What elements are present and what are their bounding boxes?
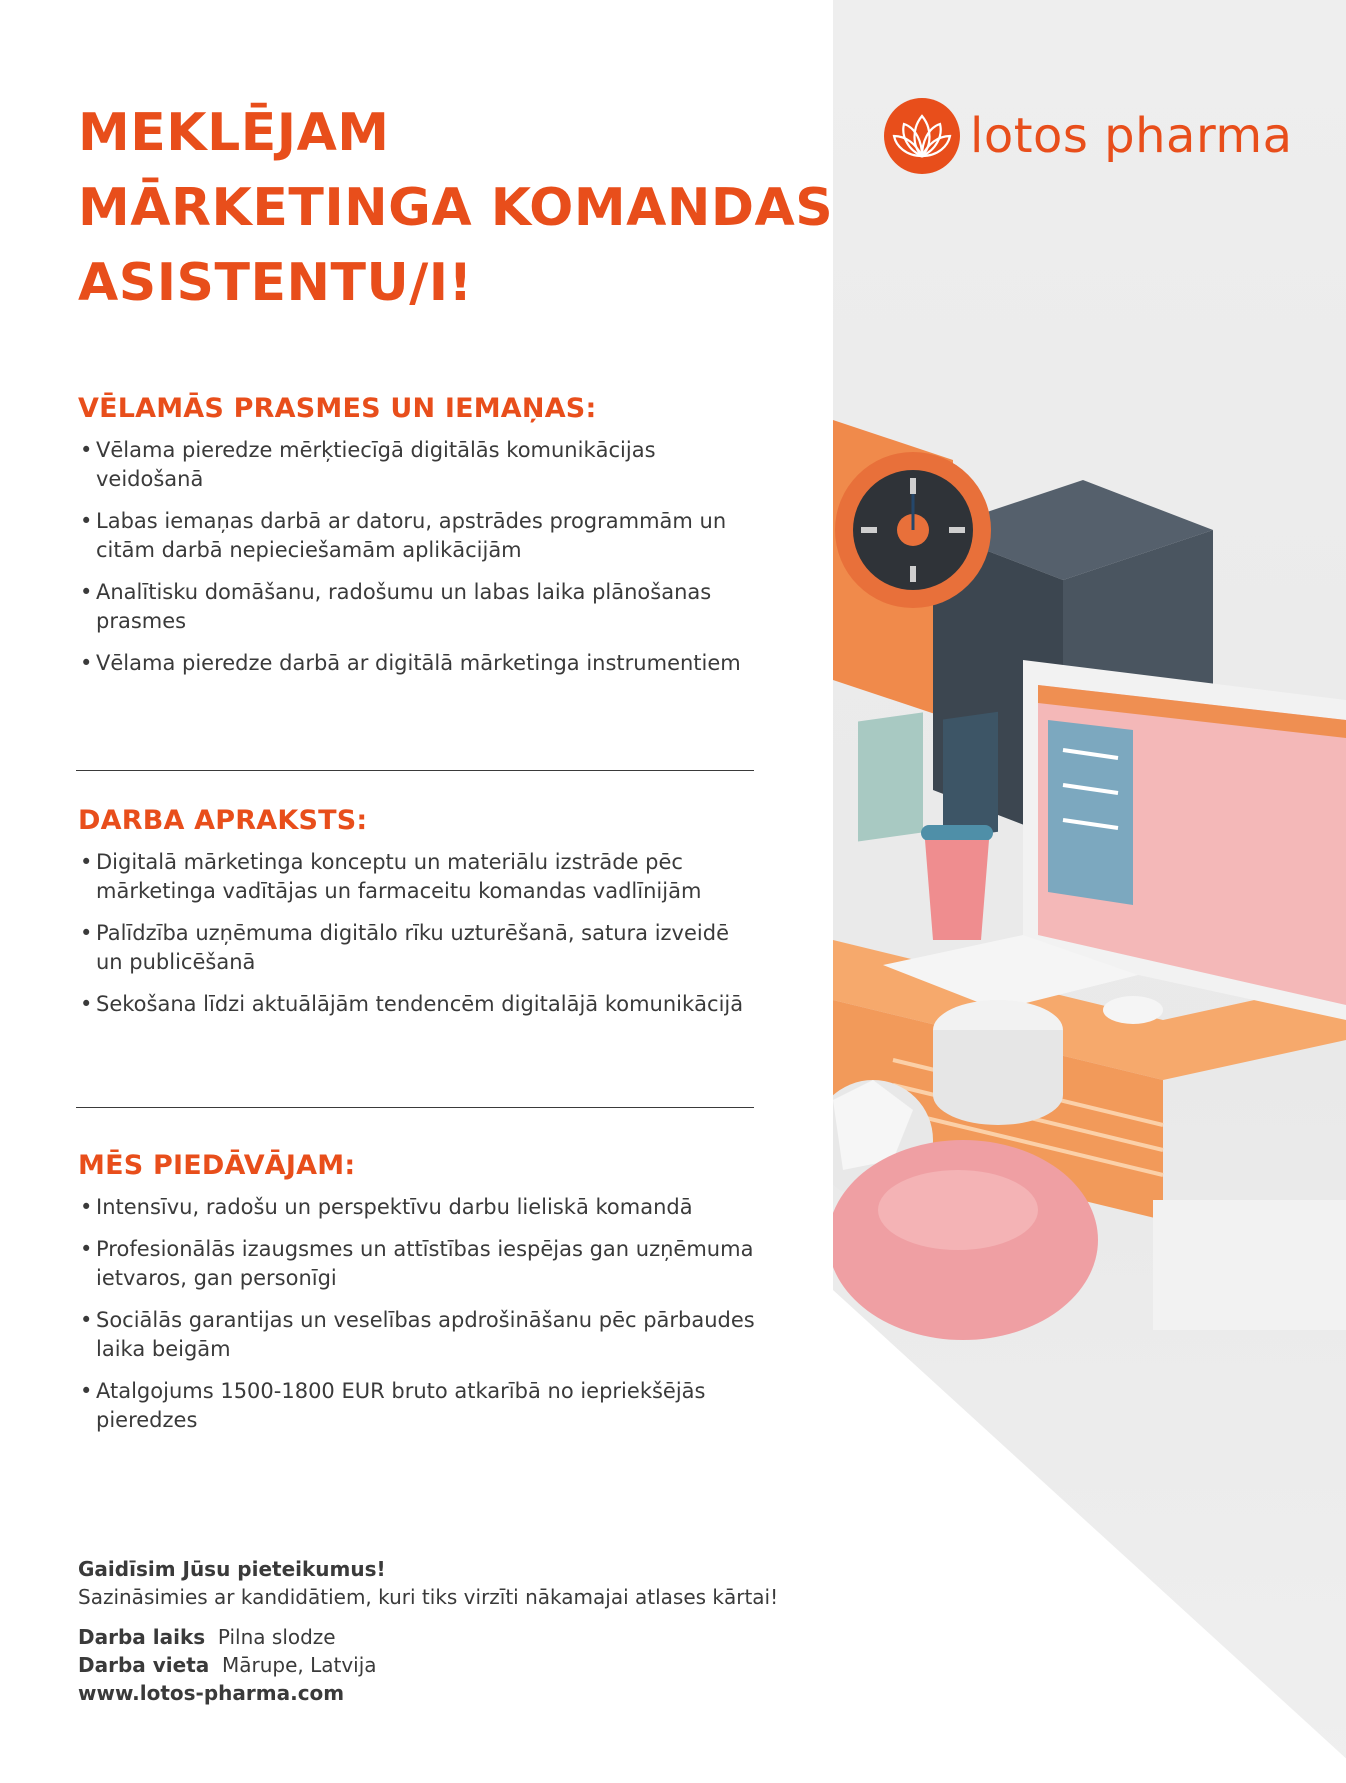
list-item: • Digitalā mārketinga konceptu un materiālu izstrāde pēc mārketinga vadītājas un farmaceitu komandas vadlīnijām bbox=[78, 848, 756, 906]
list-item: • Sociālās garantijas un veselības apdrošināšanu pēc pārbaudes laika beigām bbox=[78, 1306, 756, 1364]
offer-section bbox=[78, 1150, 758, 1448]
work-place-value: Mārupe, Latvija bbox=[221, 1653, 377, 1677]
work-place-row bbox=[78, 1651, 778, 1679]
work-place-label: Darba vieta bbox=[78, 1653, 210, 1677]
lotus-flower-icon bbox=[884, 98, 960, 174]
call-to-action: Gaidīsim Jūsu pieteikumus! bbox=[78, 1557, 386, 1581]
section-divider bbox=[76, 1107, 754, 1108]
section-divider bbox=[76, 770, 754, 771]
brand-name: lotos pharma bbox=[970, 108, 1293, 164]
work-time-row bbox=[78, 1623, 778, 1651]
website-link[interactable]: www.lotos-pharma.com bbox=[78, 1681, 345, 1705]
workspace-illustration bbox=[833, 420, 1346, 1360]
job-description-list bbox=[78, 848, 758, 1019]
brand-logo[interactable] bbox=[884, 98, 1293, 174]
list-item: • Intensīvu, radošu un perspektīvu darbu lieliskā komandā bbox=[78, 1193, 756, 1222]
list-item: • Analītisku domāšanu, radošumu un labas laika plānošanas prasmes bbox=[78, 578, 756, 636]
footer-contact bbox=[78, 1555, 778, 1707]
list-item: • Profesionālās izaugsmes un attīstības iespējas gan uzņēmuma ietvaros, gan personīgi bbox=[78, 1235, 756, 1293]
skills-section-title: VĒLAMĀS PRASMES UN IEMAŅAS: bbox=[78, 393, 597, 424]
job-description-title: DARBA APRAKSTS: bbox=[78, 805, 368, 836]
offer-list bbox=[78, 1193, 758, 1435]
list-item: • Atalgojums 1500-1800 EUR bruto atkarībā no iepriekšējās pieredzes bbox=[78, 1377, 756, 1435]
list-item: • Vēlama pieredze mērķtiecīgā digitālās komunikācijas veidošanā bbox=[78, 436, 756, 494]
list-item: • Labas iemaņas darbā ar datoru, apstrādes programmām un citām darbā nepieciešamām aplikācijām bbox=[78, 507, 756, 565]
work-time-value: Pilna slodze bbox=[217, 1625, 336, 1649]
headline-line-3: ASISTENTU/I! bbox=[78, 253, 473, 313]
list-item: • Vēlama pieredze darbā ar digitālā mārketinga instrumentiem bbox=[78, 649, 756, 678]
skills-section bbox=[78, 393, 758, 691]
offer-section-title: MĒS PIEDĀVĀJAM: bbox=[78, 1150, 356, 1181]
page-headline bbox=[78, 96, 833, 321]
headline-line-1: MEKLĒJAM bbox=[78, 103, 390, 163]
work-time-label: Darba laiks bbox=[78, 1625, 206, 1649]
footer-note: Sazināsimies ar kandidātiem, kuri tiks virzīti nākamajai atlases kārtai! bbox=[78, 1585, 779, 1609]
skills-list bbox=[78, 436, 758, 678]
job-description-section bbox=[78, 805, 758, 1032]
list-item: • Sekošana līdzi aktuālājām tendencēm digitalājā komunikācijā bbox=[78, 990, 756, 1019]
list-item: • Palīdzība uzņēmuma digitālo rīku uzturēšanā, satura izveidē un publicēšanā bbox=[78, 919, 756, 977]
headline-line-2: MĀRKETINGA KOMANDAS bbox=[78, 178, 834, 238]
